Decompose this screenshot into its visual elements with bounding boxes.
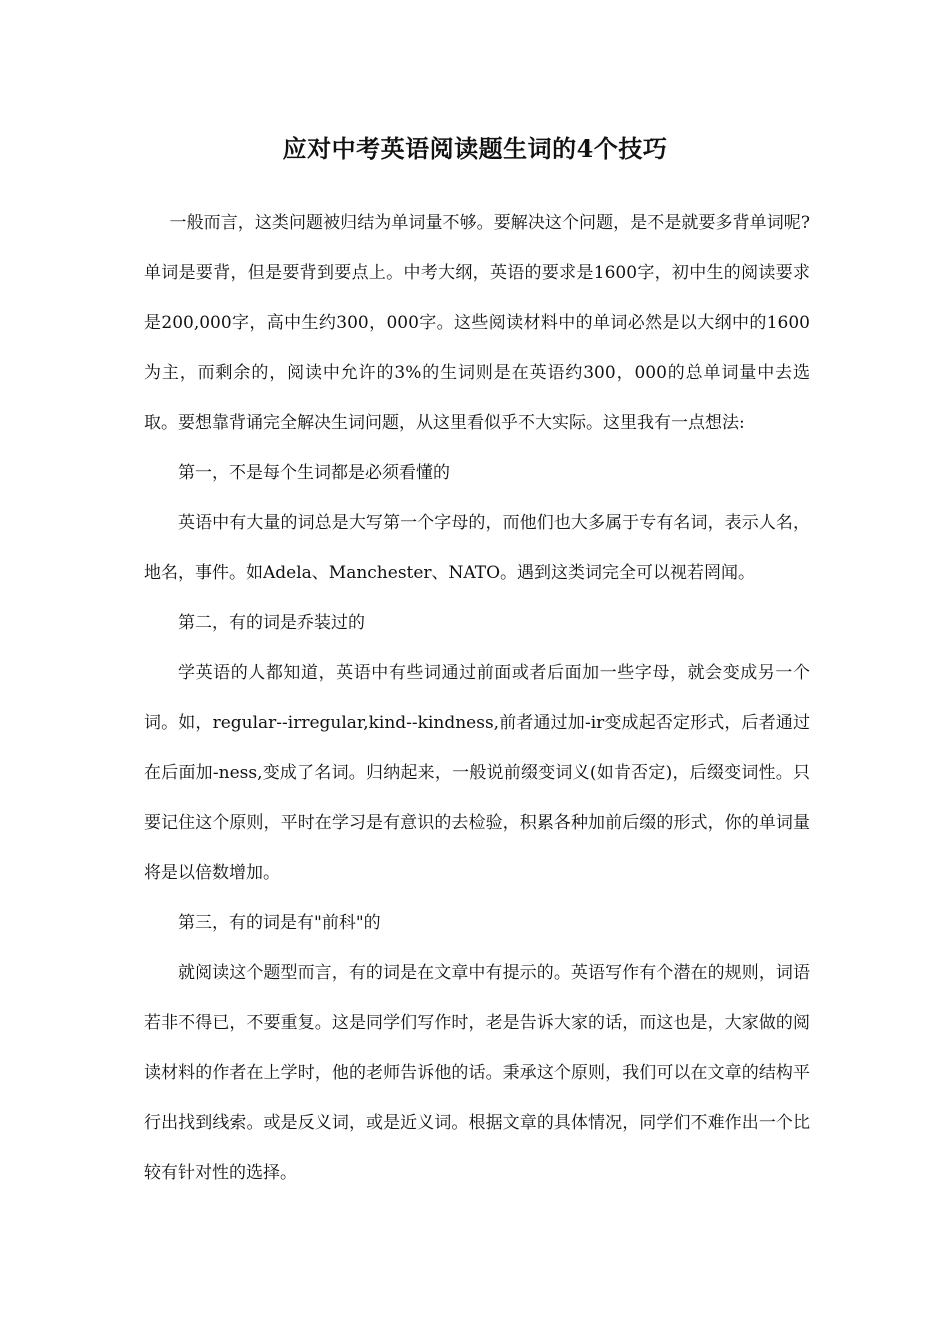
paragraph-tip-3: 就阅读这个题型而言，有的词是在文章中有提示的。英语写作有个潜在的规则，词语若非不得已，不要重复。这是同学们写作时，老是告诉大家的话，而这也是，大家做的阅读材料的作者在上学时，他的老师告诉他的话。秉承这个原则，我们可以在文章的结构平行出找到线索。或是反义词，或是近义词。根据文章的具体情况，同学们不难作出一个比较有针对性的选择。 xyxy=(144,963,810,1183)
paragraph-tip-2: 学英语的人都知道，英语中有些词通过前面或者后面加一些字母，就会变成另一个词。如，regular--irregular,kind--kindness,前者通过加-ir变成起否定形式，后者通过在后面加-ness,变成了名词。归纳起来，一般说前缀变词义(如肯否定)，后缀变词性。只要记住这个原则，平时在学习是有意识的去检验，积累各种加前后缀的形式，你的单词量将是以倍数增加。 xyxy=(144,663,810,883)
paragraph-tip-1: 英语中有大量的词总是大写第一个字母的，而他们也大多属于专有名词，表示人名，地名，事件。如Adela、Manchester、NATO。遇到这类词完全可以视若罔闻。 xyxy=(144,513,810,583)
document-body xyxy=(144,198,810,1198)
heading-tip-1: 第一，不是每个生词都是必须看懂的 xyxy=(178,463,450,483)
heading-tip-2: 第二，有的词是乔装过的 xyxy=(178,613,365,633)
heading-tip-3: 第三，有的词是有"前科"的 xyxy=(178,913,381,933)
document-title: 应对中考英语阅读题生词的4个技巧 xyxy=(282,134,668,163)
paragraph-intro: 一般而言，这类问题被归结为单词量不够。要解决这个问题，是不是就要多背单词呢?单词是要背，但是要背到要点上。中考大纲，英语的要求是1600字，初中生的阅读要求是200,000字，高中生约300，000字。这些阅读材料中的单词必然是以大纲中的1600为主，而剩余的，阅读中允许的3%的生词则是在英语约300，000的总单词量中去选取。要想靠背诵完全解决生词问题，从这里看似乎不大实际。这里我有一点想法: xyxy=(144,213,810,433)
